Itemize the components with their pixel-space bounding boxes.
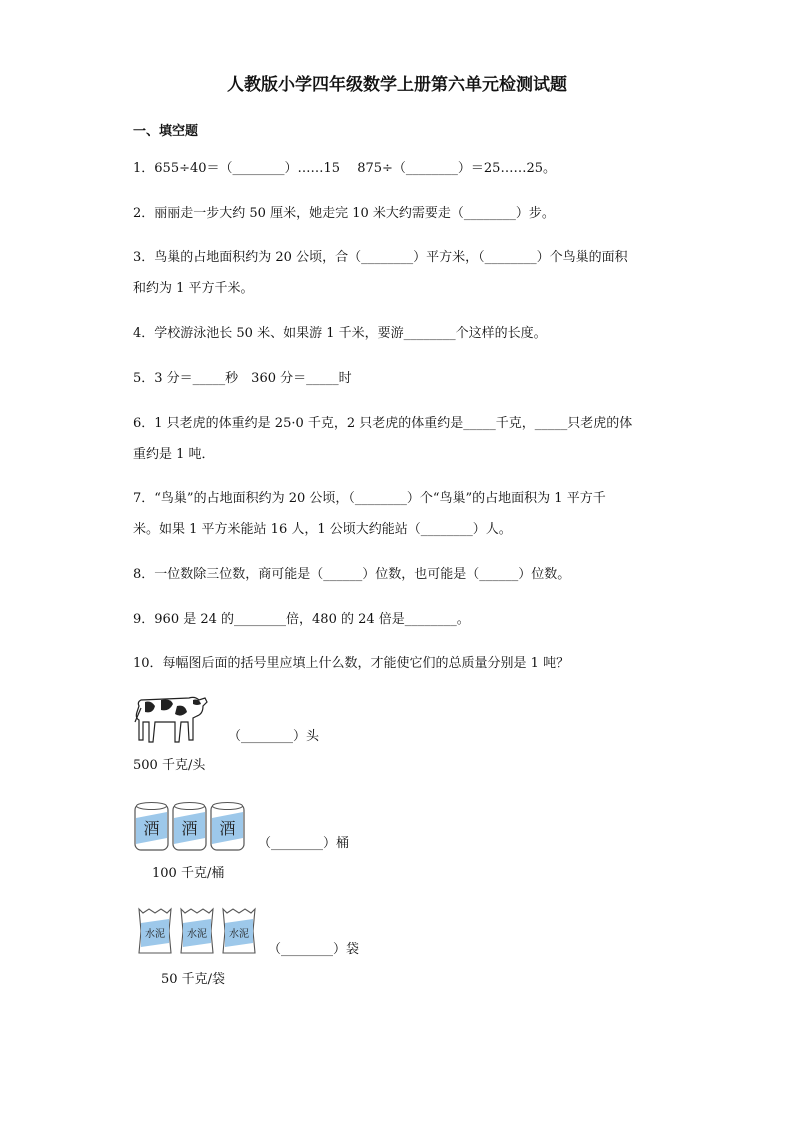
- question-5: 5．3 分＝_____秒 360 分＝_____时: [133, 371, 352, 386]
- wine-label-1: 酒: [143, 819, 160, 838]
- question-2: 2．丽丽走一步大约 50 厘米，她走完 10 米大约需要走（________）步。: [133, 206, 555, 221]
- wine-unit: 100 千克/桶: [152, 866, 225, 881]
- wine-label-3: 酒: [219, 819, 236, 838]
- question-3-line-2: 和约为 1 平方千米。: [133, 281, 254, 296]
- cow-icon: [133, 692, 211, 746]
- question-7-line-1: 7．“鸟巢”的占地面积约为 20 公顷，（________）个“鸟巢”的占地面积为 1 平方千: [133, 491, 606, 506]
- section-heading: 一、填空题: [133, 124, 199, 139]
- cement-bags-icon: [133, 905, 261, 957]
- question-6-line-1: 6．1 只老虎的体重约是 25·0 千克，2 只老虎的体重约是_____千克，_____只老虎的体: [133, 416, 633, 431]
- wine-answer: （________）桶: [258, 836, 350, 851]
- cement-label-1: 水泥: [145, 929, 165, 940]
- question-7-line-2: 米。如果 1 平方米能站 16 人，1 公顷大约能站（________）人。: [133, 522, 512, 537]
- cement-unit: 50 千克/袋: [161, 972, 226, 987]
- question-9: 9．960 是 24 的________倍，480 的 24 倍是________。: [133, 612, 470, 627]
- cow-unit: 500 千克/头: [133, 758, 206, 773]
- question-3-line-1: 3．鸟巢的占地面积约为 20 公顷，合（________）平方米，（________）个鸟巢的面积: [133, 250, 628, 265]
- cement-label-3: 水泥: [229, 929, 249, 940]
- cement-answer: （________）袋: [268, 942, 360, 957]
- cement-label-2: 水泥: [187, 929, 207, 940]
- question-10: 10．每幅图后面的括号里应填上什么数，才能使它们的总质量分别是 1 吨？: [133, 656, 570, 671]
- wine-barrels-icon: [133, 800, 248, 852]
- wine-label-2: 酒: [181, 819, 198, 838]
- page-title: 人教版小学四年级数学上册第六单元检测试题: [227, 75, 567, 95]
- question-6-line-2: 重约是 1 吨．: [133, 447, 215, 462]
- question-4: 4．学校游泳池长 50 米、如果游 1 千米，要游________个这样的长度。: [133, 326, 547, 341]
- cow-answer: （________）头: [228, 729, 320, 744]
- question-8: 8．一位数除三位数，商可能是（______）位数，也可能是（______）位数。: [133, 567, 571, 582]
- question-1: 1．655÷40＝（________）……15 875÷（________）＝25……25。: [133, 161, 556, 176]
